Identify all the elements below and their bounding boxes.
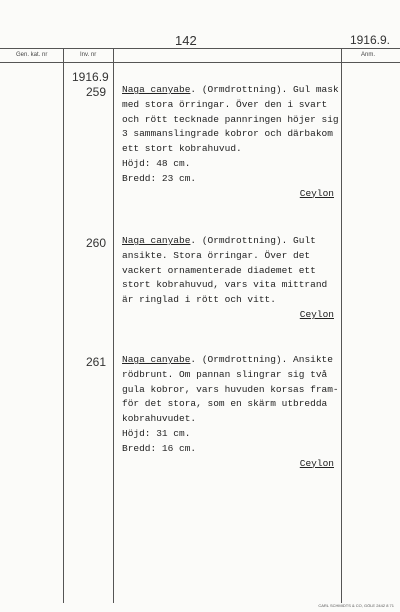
object-name: Naga canyabe [122,84,191,95]
header-top-rule [0,48,400,49]
page-number: 142 [175,33,197,48]
object-name: Naga canyabe [122,235,191,246]
year-header: 1916.9. [349,33,390,47]
origin-label: Ceylon [299,457,334,469]
printer-imprint: CARL SCHMIDTS & CO, GÖLE 2442 8 71 [318,603,394,608]
object-name: Naga canyabe [122,354,191,365]
column-header-anm: Anm. [361,52,376,58]
header-bottom-rule [0,62,400,63]
catalog-entry: Naga canyabe. (Ormdrottning). Gult ansikte. Stora örringar. Över det vackert ornamenterade diademet ett stort kobrahuvud, vars vita mittrand är ringlad i rött och vitt. Ceylon [122,234,342,323]
column-header-gen-kat: Gen. kat. nr [16,52,48,58]
origin-label: Ceylon [299,187,334,199]
column-header-inv: Inv. nr [80,52,97,58]
origin-label: Ceylon [299,308,334,320]
catalog-entry: Naga canyabe. (Ormdrottning). Gul mask med stora örringar. Över den i svart och rött tecknade pannringen höjer sig 3 sammanslingrade kobror och därbakom ett stort kobrahuvud. Höjd: 48 cm. Bredd: 23 cm. Ceylon [122,83,342,201]
inv-number: 261 [86,355,107,369]
catalog-entry: Naga canyabe. (Ormdrottning). Ansikte rödbrunt. Om pannan slingrar sig två gula kobror, vars huvuden korsas fram- för det stora, som en skärm utbredda kobrahuvudet. Höjd: 31 cm. Bredd: 16 cm. Ceylon [122,353,342,471]
column-divider-2 [113,48,114,603]
entry-year: 1916.9 [72,70,109,84]
column-divider-1 [63,48,64,603]
inv-number: 259 [86,85,107,99]
inv-number: 260 [86,236,107,250]
